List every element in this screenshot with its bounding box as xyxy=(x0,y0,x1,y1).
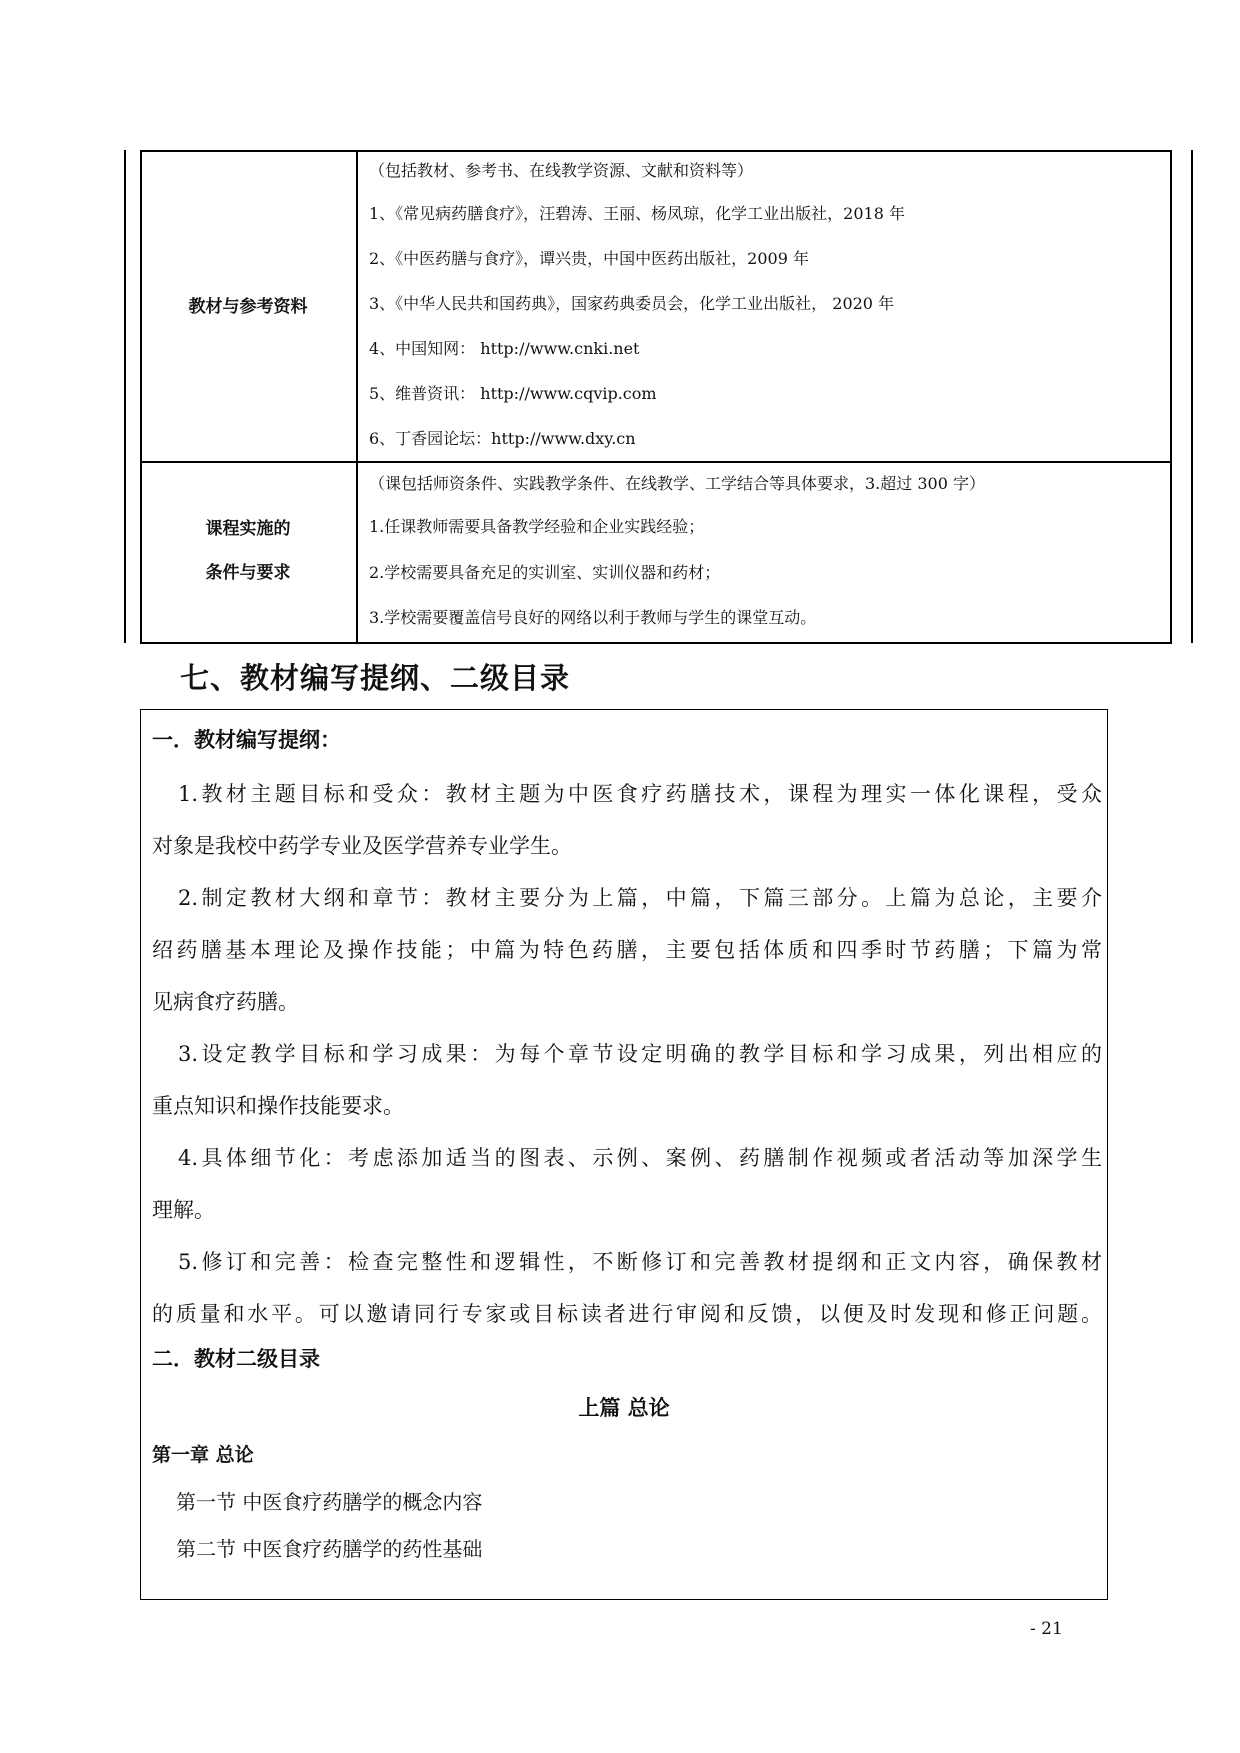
paragraph-line: 理解。 xyxy=(152,1198,215,1222)
row-content-line: 1、《常见病药膳食疗》，汪碧涛、王丽、杨凤琼，化学工业出版社，2018 年 xyxy=(369,204,905,223)
table-border xyxy=(356,150,358,643)
paragraph-line: 4.具体细节化：考虑添加适当的图表、示例、案例、药膳制作视频或者活动等加深学生 xyxy=(178,1146,1102,1170)
section-entry: 第二节 中医食疗药膳学的药性基础 xyxy=(176,1537,483,1561)
section-heading: 七、教材编写提纲、二级目录 xyxy=(180,661,571,695)
paragraph-line: 2.制定教材大纲和章节：教材主要分为上篇，中篇，下篇三部分。上篇为总论，主要介 xyxy=(178,886,1102,910)
row-content-line: 1.任课教师需要具备教学经验和企业实践经验； xyxy=(369,517,705,536)
paragraph-line: 1.教材主题目标和受众：教材主题为中医食疗药膳技术，课程为理实一体化课程，受众 xyxy=(178,782,1102,806)
paragraph-line: 绍药膳基本理论及操作技能；中篇为特色药膳，主要包括体质和四季时节药膳；下篇为常 xyxy=(152,938,1102,962)
table-border xyxy=(1170,150,1172,643)
paragraph-line: 5.修订和完善：检查完整性和逻辑性，不断修订和完善教材提纲和正文内容，确保教材 xyxy=(178,1250,1102,1274)
paragraph-line: 的质量和水平。可以邀请同行专家或目标读者进行审阅和反馈，以便及时发现和修正问题。 xyxy=(152,1302,1102,1326)
row-label-conditions-2: 条件与要求 xyxy=(205,563,291,583)
chapter-title: 第一章 总论 xyxy=(152,1444,254,1466)
row-content-line: 4、中国知网： http://www.cnki.net xyxy=(369,339,640,358)
paragraph-line: 重点知识和操作技能要求。 xyxy=(152,1094,404,1118)
table-border xyxy=(140,150,1172,152)
outline-heading: 一．教材编写提纲： xyxy=(152,728,341,752)
page-number: - 21 xyxy=(1030,1619,1063,1639)
row-content-line: 3、《中华人民共和国药典》，国家药典委员会，化学工业出版社， 2020 年 xyxy=(369,294,895,313)
row-content-line: 2、《中医药膳与食疗》，谭兴贵，中国中医药出版社，2009 年 xyxy=(369,249,809,268)
table-border xyxy=(1191,150,1193,643)
row-content-line: （包括教材、参考书、在线教学资源、文献和资料等） xyxy=(369,161,754,180)
section-entry: 第一节 中医食疗药膳学的概念内容 xyxy=(176,1490,483,1514)
paragraph-line: 见病食疗药膳。 xyxy=(152,990,299,1014)
paragraph-line: 3.设定教学目标和学习成果：为每个章节设定明确的教学目标和学习成果，列出相应的 xyxy=(178,1042,1102,1066)
table-border xyxy=(140,642,1172,644)
table-border xyxy=(124,150,126,643)
part-title: 上篇 总论 xyxy=(578,1396,670,1420)
paragraph-line: 对象是我校中药学专业及医学营养专业学生。 xyxy=(152,834,572,858)
row-content-line: 2.学校需要具备充足的实训室、实训仪器和药材； xyxy=(369,563,721,582)
row-content-line: （课包括师资条件、实践教学条件、在线教学、工学结合等具体要求，3.超过 300 字） xyxy=(369,474,985,493)
row-content-line: 6、丁香园论坛：http://www.dxy.cn xyxy=(369,429,636,448)
row-label-textbooks: 教材与参考资料 xyxy=(188,297,308,317)
toc-heading: 二．教材二级目录 xyxy=(152,1347,320,1371)
row-content-line: 5、维普资讯： http://www.cqvip.com xyxy=(369,384,657,403)
table-border xyxy=(140,461,1172,463)
row-label-conditions-1: 课程实施的 xyxy=(205,519,291,539)
row-content-line: 3.学校需要覆盖信号良好的网络以利于教师与学生的课堂互动。 xyxy=(369,608,817,627)
